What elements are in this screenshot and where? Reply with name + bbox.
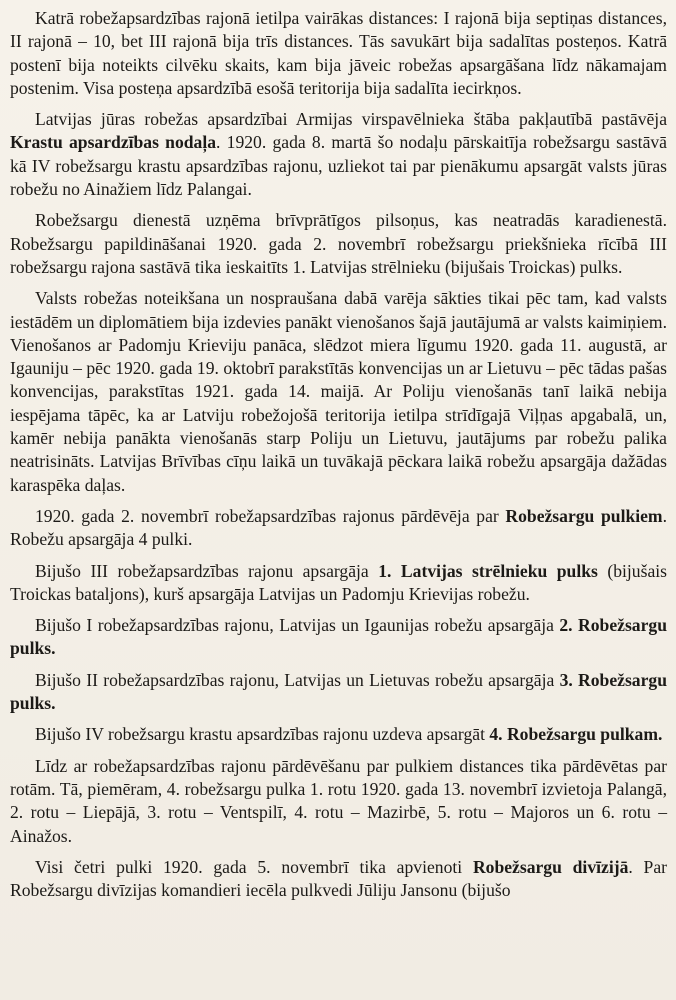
text-run: . 1920. gada 8. martā šo nodaļu pārskaitīja robežsargu sastāvā kā IV robežsargu krastu apsardzības rajonu, uzliekot tai par pienākumu apsargāt valsts jūras robežu no Ainažiem līdz Palangai. <box>10 132 667 200</box>
paragraph <box>10 755 667 848</box>
text-run: 1920. gada 2. novembrī robežapsardzības rajonus pārdēvēja par <box>35 505 506 526</box>
text-run: Katrā robežapsardzības rajonā ietilpa vairākas distances: I rajonā bija septiņas distances, II rajonā – 10, bet III rajonā bija trīs distances. Tās savukārt bija sadalītas posteņos. Katrā postenī bija noteikts cilvēku skaits, kam bija jāveic robežas apsargāšana līdz nākamajam postenim. Visa posteņa apsardzībā esošā teritorija bija sadalīta iecirkņos. <box>10 8 667 98</box>
paragraph <box>10 669 667 716</box>
text-run: . Robežu apsargāja 4 pulki. <box>10 505 667 550</box>
bold-term: 3. Robežsargu pulks. <box>10 669 667 714</box>
paragraph <box>10 7 667 100</box>
text-run: Latvijas jūras robežas apsardzībai Armijas virspavēlnieka štāba pakļautībā pastāvēja <box>35 109 667 130</box>
text-run: Līdz ar robežapsardzības rajonu pārdēvēšanu par pulkiem distances tika pārdēvētas par rotām. Tā, piemēram, 4. robežsargu pulka 1. rotu 1920. gada 13. novembrī izvietoja Palangā, 2. rotu – Liepājā, 3. rotu – Ventspilī, 4. rotu – Mazirbē, 5. rotu – Majoros un 6. rotu – Ainažos. <box>10 755 667 846</box>
paragraph <box>10 614 667 661</box>
bold-term: Krastu apsardzības nodaļa <box>10 132 217 153</box>
paragraph <box>10 560 667 607</box>
text-run: Valsts robežas noteikšana un nospraušana dabā varēja sākties tikai pēc tam, kad valsts iestādēm un diplomātiem bija izdevies panākt vienošanos šajā jautājumā ar valsts kaimiņiem. Vienošanos ar Padomju Krieviju panāca, slēdzot miera līgumu 1920. gada 11. augustā, ar Igauniju – pēc 1920. gada 19. oktobrī parakstītās konvencijas un ar Lietuvu – pēc tādas pašas konvencijas, parakstītas 1921. gada 14. maijā. Ar Poliju vienošanās tanī laikā nebija iespējama tāpēc, ka ar Latviju robežojošā teritorija ietilpa strīdīgajā Viļņas apgabalā, un, kamēr nebija panākta vienošanās starp Poliju un Lietuvu, jautājums par robežu palika neatrisināts. Latvijas Brīvības cīņu laikā un tuvākajā pēckara laikā robežu apsargāja dažādas karaspēka daļas. <box>10 288 667 495</box>
text-run: (bijušais Troickas bataljons), kurš apsargāja Latvijas un Padomju Krievijas robežu. <box>10 560 667 604</box>
bold-term: 4. Robežsargu pulkam. <box>489 724 663 745</box>
paragraph <box>10 209 667 279</box>
text-run: Bijušo I robežapsardzības rajonu, Latvijas un Igaunijas robežu apsargāja <box>35 615 560 636</box>
text-run: Bijušo IV robežsargu krastu apsardzības rajonu uzdeva apsargāt <box>35 724 490 745</box>
paragraph <box>10 856 667 903</box>
text-run: Bijušo III robežapsardzības rajonu apsargāja <box>35 560 379 581</box>
text-run: . Par Robežsargu divīzijas komandieri iecēla pulkvedi Jūliju Jansonu (bijušo <box>10 856 667 901</box>
bold-term: 1. Latvijas strēlnieku pulks <box>378 560 598 581</box>
text-run: Robežsargu dienestā uzņēma brīvprātīgos pilsoņus, kas neatradās karadienestā. Robežsargu papildināšanai 1920. gada 2. novembrī robežsargu priekšnieka rīcībā III robežsargu rajona sastāvā tika ieskaitīts 1. Latvijas strēlnieku (bijušais Troickas) pulks. <box>10 210 667 277</box>
page-body-text <box>10 7 667 902</box>
text-run: Visi četri pulki 1920. gada 5. novembrī tika apvienoti <box>35 856 473 877</box>
bold-term: Robežsargu pulkiem <box>505 505 663 526</box>
bold-term: Robežsargu divīzijā <box>472 856 629 877</box>
paragraph <box>10 723 667 746</box>
paragraph <box>10 108 667 201</box>
paragraph <box>10 287 667 497</box>
text-run: Bijušo II robežapsardzības rajonu, Latvijas un Lietuvas robežu apsargāja <box>35 669 560 690</box>
bold-term: 2. Robežsargu pulks. <box>10 615 667 659</box>
paragraph <box>10 505 667 552</box>
